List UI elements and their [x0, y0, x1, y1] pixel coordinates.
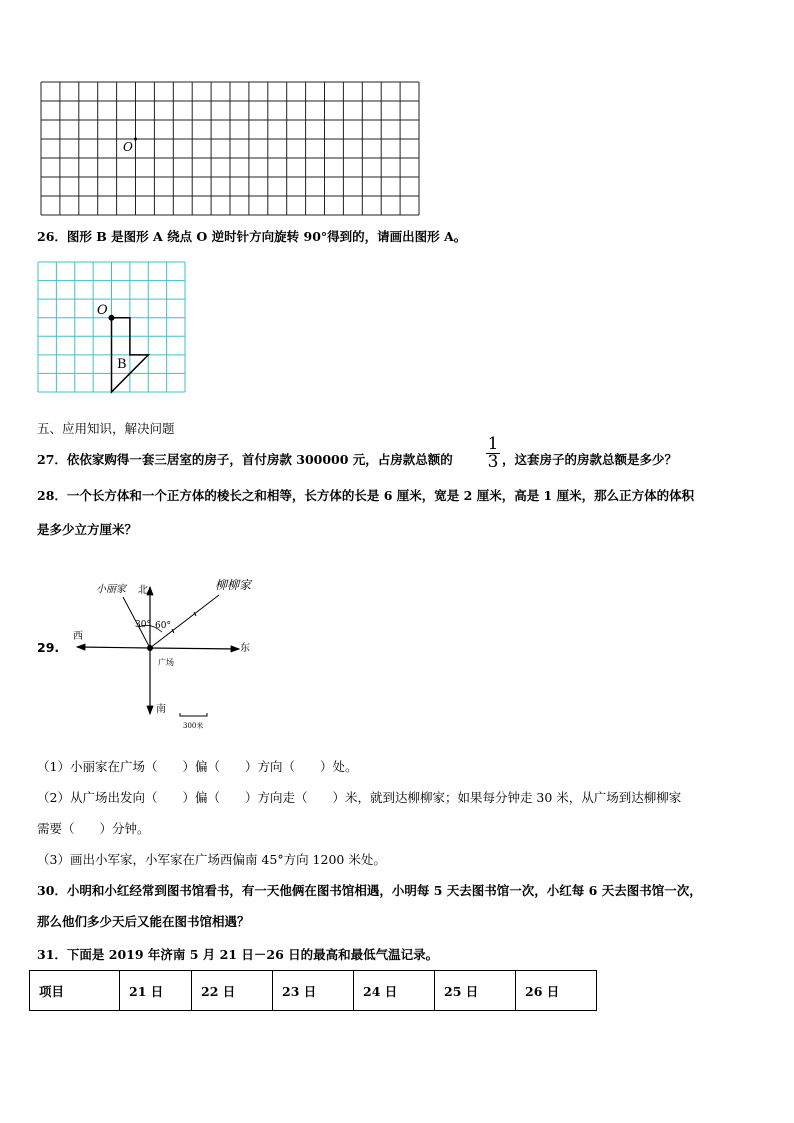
- grid1-point-o-label: O: [123, 140, 133, 154]
- north-label: 北: [138, 585, 148, 596]
- question-31: 31．下面是 2019 年济南 5 月 21 日－26 日的最高和最低气温记录。: [37, 947, 439, 962]
- table-header-cell: 项目: [30, 971, 120, 1011]
- table-header-cell: 25 日: [435, 971, 516, 1011]
- q27-text-after: ，这套房子的房款总额是多少？: [502, 452, 678, 467]
- table-header-cell: 22 日: [192, 971, 273, 1011]
- fraction-numerator: 1: [487, 434, 499, 454]
- question-30-line2: 那么他们多少天后又能在图书馆相遇？: [37, 914, 250, 929]
- question-26: 26．图形 B 是图形 A 绕点 O 逆时针方向旋转 90°得到的，请画出图形 A。: [37, 229, 467, 244]
- plaza-point: [147, 645, 153, 651]
- east-label: 东: [240, 643, 250, 654]
- shape-b-label: B: [117, 357, 127, 372]
- south-label: 南: [156, 704, 166, 715]
- east-axis: [150, 648, 239, 649]
- west-label: 西: [73, 631, 83, 642]
- table-header-row: [30, 971, 597, 1011]
- question-30-line1: 30．小明和小红经常到图书馆看书，有一天他俩在图书馆相遇，小明每 5 天去图书馆一次，小红每 6 天去图书馆一次，: [37, 883, 702, 898]
- question-29-number: 29.: [37, 640, 60, 655]
- grid2-point-o-label: O: [97, 303, 108, 318]
- angle-30-label: 30°: [135, 620, 151, 630]
- scale-bar: [180, 713, 207, 716]
- west-axis: [77, 647, 150, 648]
- table-header-cell: 21 日: [120, 971, 192, 1011]
- scale-label: 300米: [183, 722, 204, 730]
- temperature-table: [29, 970, 597, 1011]
- q29-sub2-line1: （2）从广场出发向（ ）偏（ ）方向走（ ）米，就到达柳柳家；如果每分钟走 30 米，从广场到达柳柳家: [37, 790, 682, 805]
- question-28-line2: 是多少立方厘米？: [37, 522, 138, 537]
- fraction-denominator: 3: [487, 452, 499, 472]
- table-header-cell: 24 日: [354, 971, 435, 1011]
- table-header-cell: 26 日: [516, 971, 597, 1011]
- question-28-line1: 28．一个长方体和一个正方体的棱长之和相等，长方体的长是 6 厘米，宽是 2 厘米，高是 1 厘米，那么正方体的体积: [37, 488, 695, 503]
- table-header-cell: 23 日: [273, 971, 354, 1011]
- q29-sub2-line2: 需要（ ）分钟。: [37, 821, 150, 836]
- q27-text-before: 27．依依家购得一套三居室的房子，首付房款 300000 元，占房款总额的: [37, 452, 453, 467]
- q29-sub3: （3）画出小军家，小军家在广场西偏南 45°方向 1200 米处。: [37, 852, 386, 867]
- liuliu-home-label: 柳柳家: [215, 578, 252, 592]
- angle-60-label: 60°: [155, 621, 171, 631]
- section-title: 五、应用知识，解决问题: [37, 421, 175, 436]
- q29-sub1: （1）小丽家在广场（ ）偏（ ）方向（ ）处。: [37, 759, 358, 774]
- plaza-label: 广场: [158, 658, 174, 667]
- xiaoli-home-label: 小丽家: [96, 584, 126, 595]
